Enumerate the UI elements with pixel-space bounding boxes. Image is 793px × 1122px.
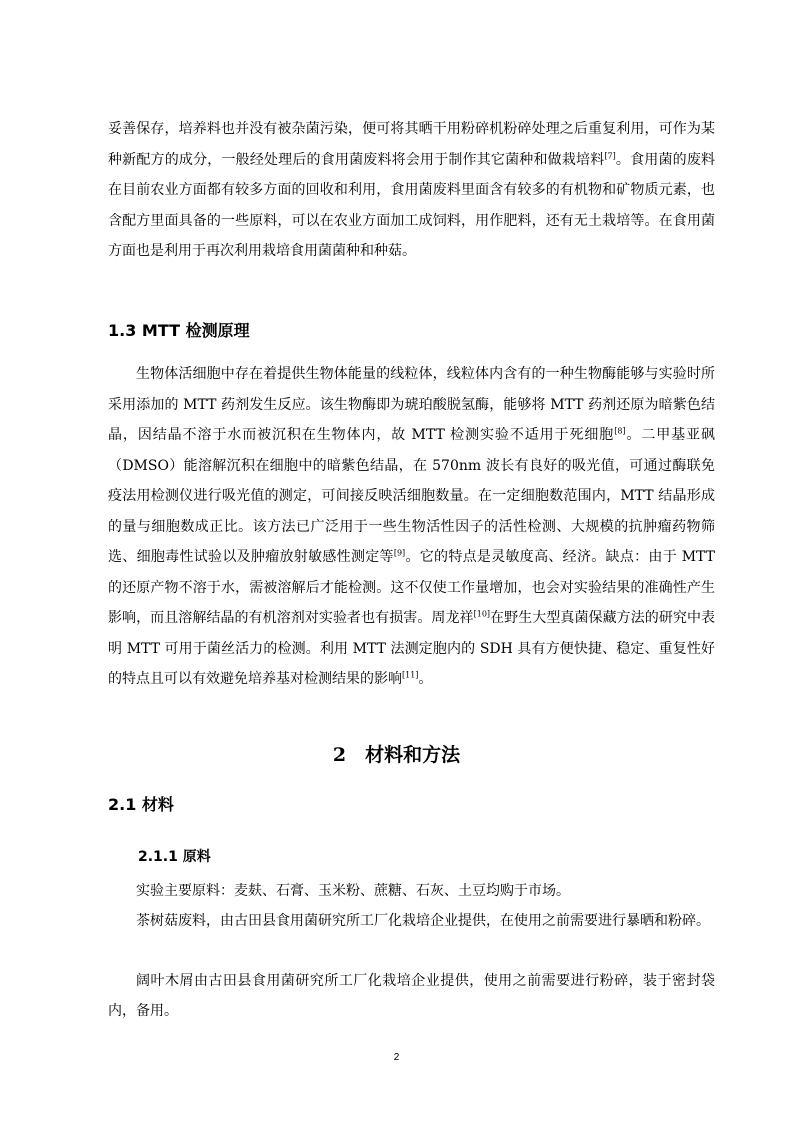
materials-item: 实验主要原料：麦麸、石膏、玉米粉、蔗糖、石灰、土豆均购于市场。 [136, 883, 570, 899]
paragraph-text: 生物体活细胞中存在着提供生物体能量的线粒体，线粒体内含有的一种生物酶能够与实验时所采用添加的 MTT 药剂发生反应。该生物酶即为琥珀酸脱氢酶，能够将 MTT 药剂还原为暗紫色结晶，因结晶不溶于水而被沉积在生物体内，故 MTT 检测实验不适用于死细胞 [108, 366, 715, 443]
paragraph-text: 在野生大型真菌保藏方法的研究中表明 MTT 可用于菌丝活力的检测。利用 MTT 法测定胞内的 SDH 具有方便快捷、稳定、重复性好的特点且可以有效避免培养基对检测结果的影响 [108, 610, 716, 687]
page-number: 2 [393, 1052, 400, 1063]
chapter-heading-2: 2 材料和方法 [332, 744, 461, 766]
section-heading-2-1: 2.1 材料 [108, 795, 174, 814]
citation-8: [8] [614, 426, 626, 436]
citation-10: [10] [473, 609, 491, 619]
paragraph-waste-reuse [108, 114, 715, 267]
citation-9: [9] [393, 548, 406, 558]
paragraph-mtt-principle [108, 359, 715, 695]
section-heading-1-3: 1.3 MTT 检测原理 [108, 321, 250, 340]
paragraph-text: 妥善保存，培养料也并没有被杂菌污染，便可将其晒干用粉碎机粉碎处理之后重复利用，可作为某种新配方的成分，一般经处理后的食用菌废料将会用于制作其它菌种和做栽培料 [108, 121, 715, 168]
paragraph-text: 。食用菌的废料在目前农业方面都有较多方面的回收和利用，食用菌废料里面含有较多的有机物和矿物质元素，也含配方里面具备的一些原料，可以在农业方面加工成饲料，用作肥料，还有无土栽培等。在食用菌方面也是利用于再次利用栽培食用菌菌种和种菇。 [108, 151, 716, 259]
citation-7: [7] [604, 150, 616, 160]
paragraph-text: 。 [418, 671, 433, 687]
materials-item: 茶树菇废料，由古田县食用菌研究所工厂化栽培企业提供，在使用之前需要进行暴晒和粉碎。 [136, 913, 710, 929]
materials-item: 阔叶木屑由古田县食用菌研究所工厂化栽培企业提供，使用之前需要进行粉碎，装于密封袋内，备用。 [108, 973, 715, 1019]
citation-11: [11] [402, 670, 419, 680]
paragraph-text: 。二甲基亚砜（DMSO）能溶解沉积在细胞中的暗紫色结晶，在 570nm 波长有良好的吸光值，可通过酶联免疫法用检测仪进行吸光值的测定，可间接反映活细胞数量。在一定细胞数范围内，MTT 结晶形成的量与细胞数成正比。该方法已广泛用于一些生物活性因子的活性检测、大规模的抗肿瘤药物筛选、细胞毒性试验以及肿瘤放射敏感性测定等 [108, 427, 716, 565]
subsection-heading-2-1-1: 2.1.1 原料 [138, 849, 211, 865]
paragraph-text: 。它的特点是灵敏度高、经济。缺点：由于 MTT 的还原产物不溶于水，需被溶解后才能检测。这不仅使工作量增加，也会对实验结果的准确性产生影响，而且溶解结晶的有机溶剂对实验者也有损害。周龙祥 [108, 549, 715, 626]
